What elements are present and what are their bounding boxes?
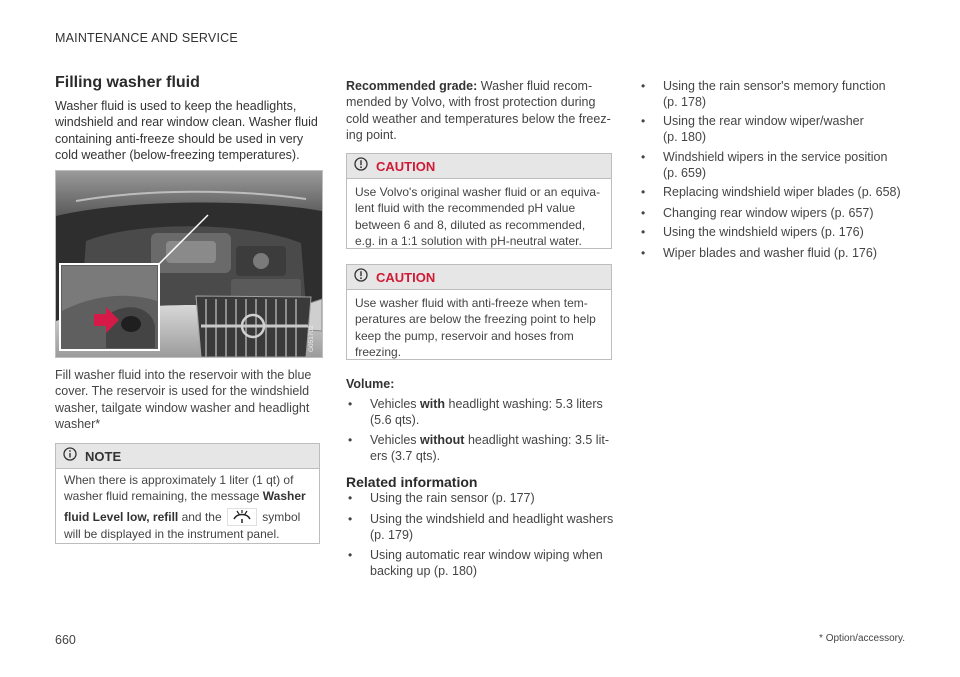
page-number: 660 [55,633,76,647]
footnote: * Option/accessory. [819,633,905,644]
related-link[interactable]: Using the windshield and headlight washers (p. 179) [370,512,614,543]
note-box [55,443,320,544]
section-header: MAINTENANCE AND SERVICE [55,31,238,45]
note-body: When there is approximately 1 liter (1 qt) of washer fluid remaining, the message Washer fluid Level low, refill and the symbol will be displayed in the instrument panel. [64,473,306,541]
caution-header-1 [347,154,611,179]
related-link[interactable]: Wiper blades and washer fluid (p. 176) [663,246,878,260]
bullet-icon: • [348,512,353,526]
bullet-icon: • [641,79,646,93]
caution-box-2 [346,264,612,360]
bullet-icon: • [641,206,646,220]
bullet-icon: • [641,114,646,128]
related-link[interactable]: Using the rain sensor (p. 177) [370,491,535,505]
fill-paragraph: Fill washer fluid into the reservoir with the blue cover. The reservoir is used for the windshield washer, tailgate window washer and headlight washer* [55,368,312,431]
washer-fluid-symbol-icon [227,508,257,526]
related-link[interactable]: Using the rain sensor's memory function (p. 178) [663,79,886,110]
related-link[interactable]: Using automatic rear window wiping when backing up (p. 180) [370,548,603,579]
bullet-icon: • [348,397,353,411]
bullet-icon: • [348,433,353,447]
related-link[interactable]: Windshield wipers in the service position (p. 659) [663,150,888,181]
related-link[interactable]: Changing rear window wipers (p. 657) [663,206,874,220]
related-information-heading: Related information [346,474,478,490]
bullet-icon: • [641,225,646,239]
image-code: G051702 [308,325,315,352]
exclamation-circle-icon [354,157,368,176]
bullet-icon: • [348,491,353,505]
bullet-icon: • [641,185,646,199]
related-link[interactable]: Using the rear window wiper/washer (p. 180) [663,114,864,145]
page-title: Filling washer fluid [55,74,200,91]
note-header [56,444,319,469]
related-link[interactable]: Using the windshield wipers (p. 176) [663,225,864,239]
caution-title-2: CAUTION [376,269,436,285]
bullet-icon: • [348,548,353,562]
caution-box-1 [346,153,612,249]
list-item: Vehicles with headlight washing: 5.3 liters (5.6 qts). [370,397,603,428]
bullet-icon: • [641,246,646,260]
related-link[interactable]: Replacing windshield wiper blades (p. 658) [663,185,901,199]
exclamation-circle-icon [354,268,368,287]
volume-label: Volume: [346,377,395,391]
caution-body-1: Use Volvo's original washer fluid or an equiva- lent fluid with the recommended pH value between 6 and 8, diluted as recommended, e.g. in a 1:1 solution with pH-neutral water. [355,185,601,248]
recommended-grade-paragraph: Recommended grade: Washer fluid recom- mended by Volvo, with frost protection during cold weather and temperatures below the freez- ing point. [346,79,611,142]
caution-title-1: CAUTION [376,158,436,174]
engine-bay-photo [55,170,323,358]
note-title: NOTE [85,448,122,464]
intro-paragraph: Washer fluid is used to keep the headlights, windshield and rear window clean. Washer fluid containing anti-freeze should be used in very cold weather (below-freezing temperatures). [55,99,318,162]
bullet-icon: • [641,150,646,164]
list-item: Vehicles without headlight washing: 3.5 lit- ers (3.7 qts). [370,433,609,464]
caution-header-2 [347,265,611,290]
caution-body-2: Use washer fluid with anti-freeze when tem- peratures are below the freezing point to help keep the pump, reservoir and hoses from freezing. [355,296,596,359]
info-circle-icon [63,447,77,466]
